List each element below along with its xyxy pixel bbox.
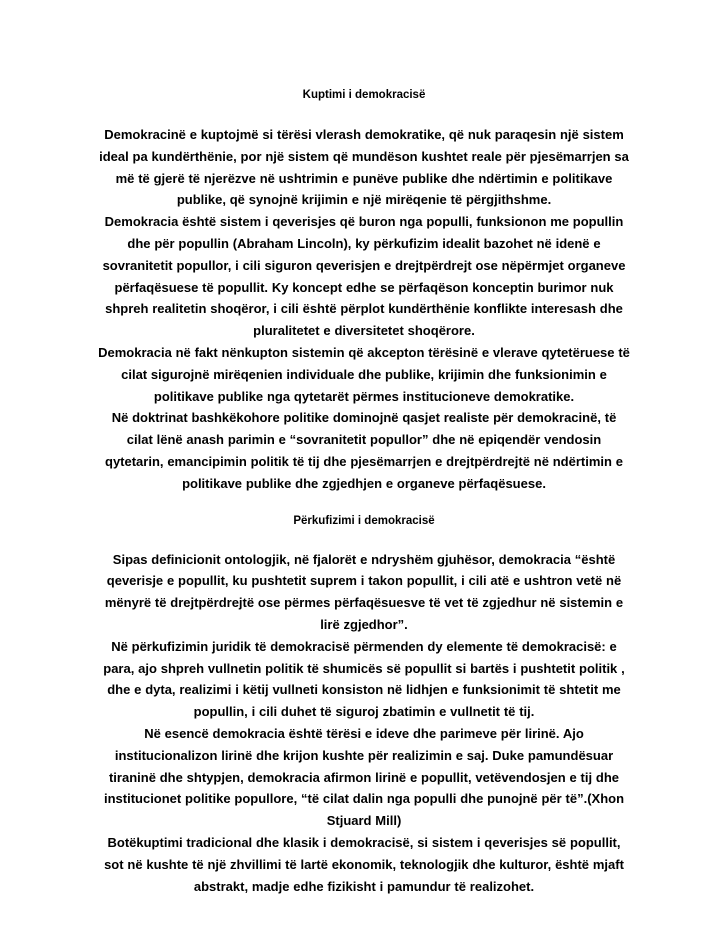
- section-title-meaning: Kuptimi i demokracisë: [302, 89, 426, 101]
- document-page: [98, 84, 630, 897]
- paragraph: Botëkuptimi tradicional dhe klasik i demokracisë, si sistem i qeverisjes së popullit, sot në kushte të një zhvillimi të lartë ekonomik, teknologjik dhe kulturor, është mjaft abstrakt, madje edhe fizikisht i pamundur të realizohet.: [104, 834, 624, 894]
- paragraph: Demokracia është sistem i qeverisjes që buron nga populli, funksionon me popullin dhe për popullin (Abraham Lincoln), ky përkufizim idealit bazohet në idenë e sovranitetit popullor, i cili siguron qeverisjen e drejtpërdrejt ose nëpërmjet organeve përfaqësuese të popullit. Ky koncept edhe se përfaqëson konceptin burimor nuk shpreh realitetin shoqëror, i cili është përplot kundërthënie konflikte interesash dhe pluralitetet e diversitetet shoqërore.: [102, 214, 626, 339]
- paragraph: Në esencë demokracia është tërësi e ideve dhe parimeve për lirinë. Ajo institucionalizon lirinë dhe krijon kushte për realizimin e saj. Duke pamundësuar tiraninë dhe shtypjen, demokracia afirmon lirinë e popullit, vetëvendosjen e tij dhe institucionet politike popullore, “të cilat dalin nga populli dhe punojnë për të”.(Xhon Stjuard Mill): [103, 725, 625, 829]
- paragraph: Demokracia në fakt nënkupton sistemin që akcepton tërësinë e vlerave qytetëruese të cilat sigurojnë mirëqenien individuale dhe publike, krijimin dhe funksionimin e politikave publike nga qytetarët përmes institucioneve demokratike.: [98, 344, 630, 404]
- paragraph: Demokracinë e kuptojmë si tërësi vlerash demokratike, që nuk paraqesin një sistem ideal pa kundërthënie, por një sistem që mundëson kushtet reale për pjesëmarrjen sa më të gjerë të njerëzve në ushtrimin e punëve publike dhe ndërtimin e politikave publike, që synojnë krijimin e një mirëqenie të përgjithshme.: [99, 127, 629, 208]
- paragraph: Në doktrinat bashkëkohore politike dominojnë qasjet realiste për demokracinë, të cilat lënë anash parimin e “sovranitetit popullor” dhe në epiqendër vendosin qytetarin, emancipimin politik të tij dhe pjesëmarrjen e drejtpërdrejtë në ndërtimin e politikave publike dhe zgjedhjen e organeve përfaqësuese.: [105, 410, 623, 491]
- paragraph: Sipas definicionit ontologjik, në fjalorët e ndryshëm gjuhësor, demokracia “është qeverisje e popullit, ku pushtetit suprem i takon popullit, i cili atë e ushtron vetë në mënyrë të drejtpërdrejtë ose përmes përfaqësuesve të vet të zgjedhur në sistemin e lirë zgjedhor”.: [104, 551, 624, 632]
- section-title-definition: Përkufizimi i demokracisë: [293, 514, 435, 527]
- paragraph: Në përkufizimin juridik të demokracisë përmenden dy elemente të demokracisë: e para, ajo shpreh vullnetin politik të shumicës së popullit si bartës i pushtetit politik , dhe e dyta, realizimi i këtij vullneti konsiston në lidhjen e funksionimit të shtetit me popullin, i cili duhet të siguroj zbatimin e vullnetit të tij.: [103, 638, 625, 720]
